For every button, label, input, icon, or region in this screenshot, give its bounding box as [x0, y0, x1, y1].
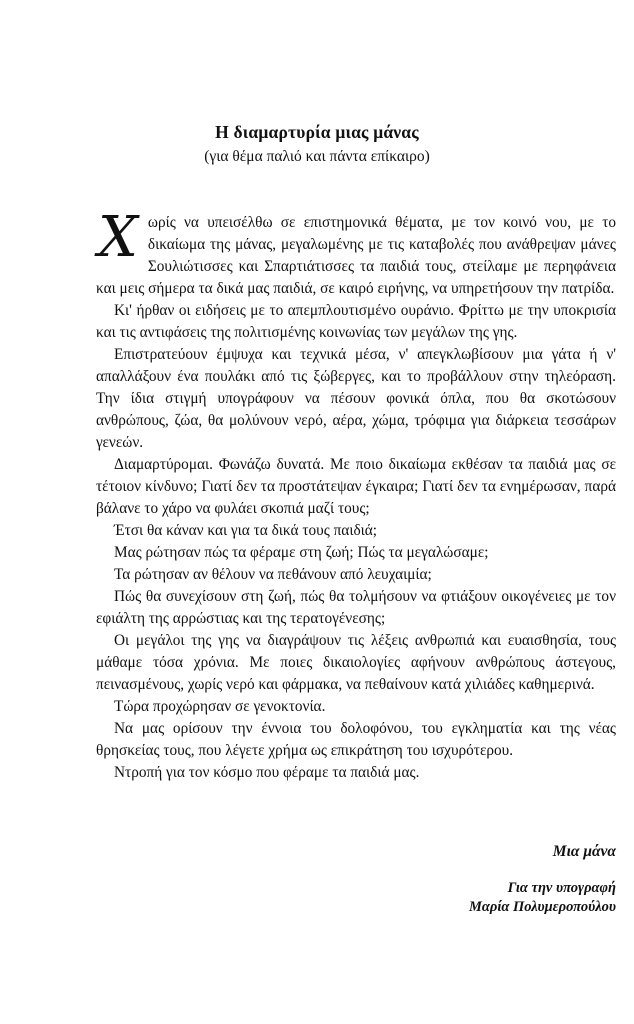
paragraph: Επιστρατεύουν έμψυχα και τεχνικά μέσα, ν' απεγκλωβίσουν μια γάτα ή ν' απαλλάξουν ένα πουλάκι από τις ξώβεργες, και το προβάλλουν στην τηλεόραση. Την ίδια στιγμή υπογράφουν να πέσουν φονικά όπλα, που θα σκοτώσουν ανθρώπους, ζώα, θα μολύνουν νερό, αέρα, χώμα, τρόφιμα για διάρκεια τεσσάρων γενεών.	[96, 346, 616, 451]
paragraph: Τα ρώτησαν αν θέλουν να πεθάνουν από λευχαιμία;	[114, 566, 432, 583]
paragraph: Οι μεγάλοι της γης να διαγράψουν τις λέξεις ανθρωπιά και ευαισθησία, τους μάθαμε τόσα χρόνια. Με ποιες δικαιολογίες αφήνουν ανθρώπους άστεγους, πεινασμένους, χωρίς νερό και φάρμακα, να πεθαίνουν κατά χιλιάδες καθημερινά.	[96, 632, 616, 693]
document-subtitle: (για θέμα παλιό και πάντα επίκαιρο)	[204, 148, 430, 165]
paragraph: Έτσι θα κάναν και για τα δικά τους παιδιά;	[114, 522, 378, 539]
signature-for-label: Για την υπογραφή	[507, 880, 616, 896]
paragraph: Κι' ήρθαν οι ειδήσεις με το απεμπλουτισμένο ουράνιο. Φρίττω με την υποκρισία και τις αντιφάσεις της πολιτισμένης κοινωνίας των μεγάλων της γης.	[96, 302, 616, 341]
document-body	[96, 205, 616, 784]
paragraph: Πώς θα συνεχίσουν στη ζωή, πώς θα τολμήσουν να φτιάξουν οικογένειες με τον εφιάλτη της αρρώστιας και της τερατογένεσης;	[96, 588, 616, 627]
paragraph: Διαμαρτύρομαι. Φωνάζω δυνατά. Με ποιο δικαίωμα εκθέσαν τα παιδιά μας σε τέτοιον κίνδυνο; Γιατί δεν τα προστάτεψαν έγκαιρα; Γιατί δεν τα ενημέρωσαν, παρά βάλανε το χάρο να φυλάει σκοπιά μαζί τους;	[96, 456, 616, 517]
paragraph	[96, 205, 616, 300]
drop-cap: Χ	[98, 205, 138, 270]
paragraph: Μας ρώτησαν πώς τα φέραμε στη ζωή; Πώς τα μεγαλώσαμε;	[114, 544, 489, 561]
paragraph-text: ωρίς να υπεισέλθω σε επιστημονικά θέματα, με τον κοινό νου, με το δικαίωμα της μάνας, μεγαλωμένης με τις καταβολές που ανάθρεψαν μάνες Σουλιώτισσες και Σπαρτιάτισσες τα παιδιά τους, στείλαμε με περηφάνεια και μεις σήμερα τα δικά μας παιδιά, σε καιρό ειρήνης, να υπηρετήσουν την πατρίδα.	[96, 214, 616, 297]
paragraph: Ντροπή για τον κόσμο που φέραμε τα παιδιά μας.	[114, 764, 420, 781]
paragraph: Να μας ορίσουν την έννοια του δολοφόνου, του εγκληματία και της νέας θρησκείας τους, που λέγετε χρήμα ως επικράτηση του ισχυρότερου.	[96, 720, 616, 759]
document-title: Η διαμαρτυρία μιας μάνας	[215, 122, 419, 142]
signature: Μια μάνα	[552, 843, 616, 860]
paragraph: Τώρα προχώρησαν σε γενοκτονία.	[114, 698, 326, 715]
signature-name: Μαρία Πολυμεροπούλου	[468, 899, 616, 915]
